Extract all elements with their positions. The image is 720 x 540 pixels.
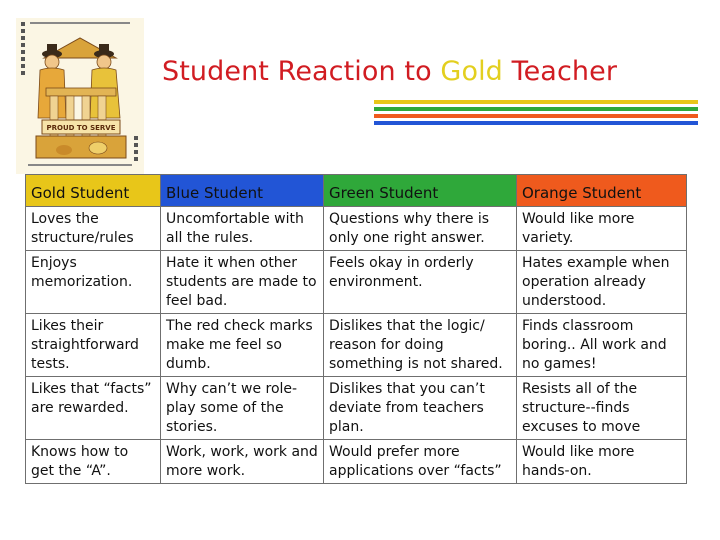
- title-prefix: Student Reaction to: [162, 56, 441, 87]
- table-cell: Enjoys memorization.: [26, 251, 161, 314]
- gold-poster-illustration: [16, 18, 144, 174]
- table-cell: The red check marks make me feel so dumb.: [161, 314, 324, 377]
- table-cell: Would like more variety.: [517, 207, 687, 251]
- poster-sign-text: PROUD TO SERVE: [46, 124, 116, 132]
- table-cell: Hate it when other students are made to feel bad.: [161, 251, 324, 314]
- header-orange-student: Orange Student: [517, 175, 687, 207]
- title-suffix: Teacher: [502, 56, 618, 87]
- slide-title: [162, 56, 617, 87]
- table-cell: Likes that “facts” are rewarded.: [26, 377, 161, 440]
- table-cell: Why can’t we role-play some of the stories.: [161, 377, 324, 440]
- stripe-orange: [374, 114, 698, 118]
- table-cell: Work, work, work and more work.: [161, 440, 324, 484]
- stripe-blue: [374, 121, 698, 125]
- table-header-row: [26, 175, 687, 207]
- title-highlight: Gold: [440, 56, 503, 87]
- header-gold-student: Gold Student: [26, 175, 161, 207]
- table-row: [26, 207, 687, 251]
- table-row: [26, 377, 687, 440]
- table-cell: Likes their straightforward tests.: [26, 314, 161, 377]
- stripe-green: [374, 107, 698, 111]
- table-cell: Would prefer more applications over “facts”: [324, 440, 517, 484]
- table-cell: Would like more hands-on.: [517, 440, 687, 484]
- table-cell: Dislikes that you can’t deviate from teachers plan.: [324, 377, 517, 440]
- table-cell: Finds classroom boring.. All work and no games!: [517, 314, 687, 377]
- color-stripes: [374, 100, 698, 128]
- table-cell: Uncomfortable with all the rules.: [161, 207, 324, 251]
- table-cell: Knows how to get the “A”.: [26, 440, 161, 484]
- table-cell: Questions why there is only one right answer.: [324, 207, 517, 251]
- table-cell: Loves the structure/rules: [26, 207, 161, 251]
- table-cell: Dislikes that the logic/ reason for doing something is not shared.: [324, 314, 517, 377]
- table-row: [26, 314, 687, 377]
- header-blue-student: Blue Student: [161, 175, 324, 207]
- table-cell: Resists all of the structure--finds excuses to move: [517, 377, 687, 440]
- table-row: [26, 440, 687, 484]
- stripe-gold: [374, 100, 698, 104]
- table-cell: Hates example when operation already understood.: [517, 251, 687, 314]
- table-row: [26, 251, 687, 314]
- table-cell: Feels okay in orderly environment.: [324, 251, 517, 314]
- header-green-student: Green Student: [324, 175, 517, 207]
- student-reaction-table: [25, 174, 687, 484]
